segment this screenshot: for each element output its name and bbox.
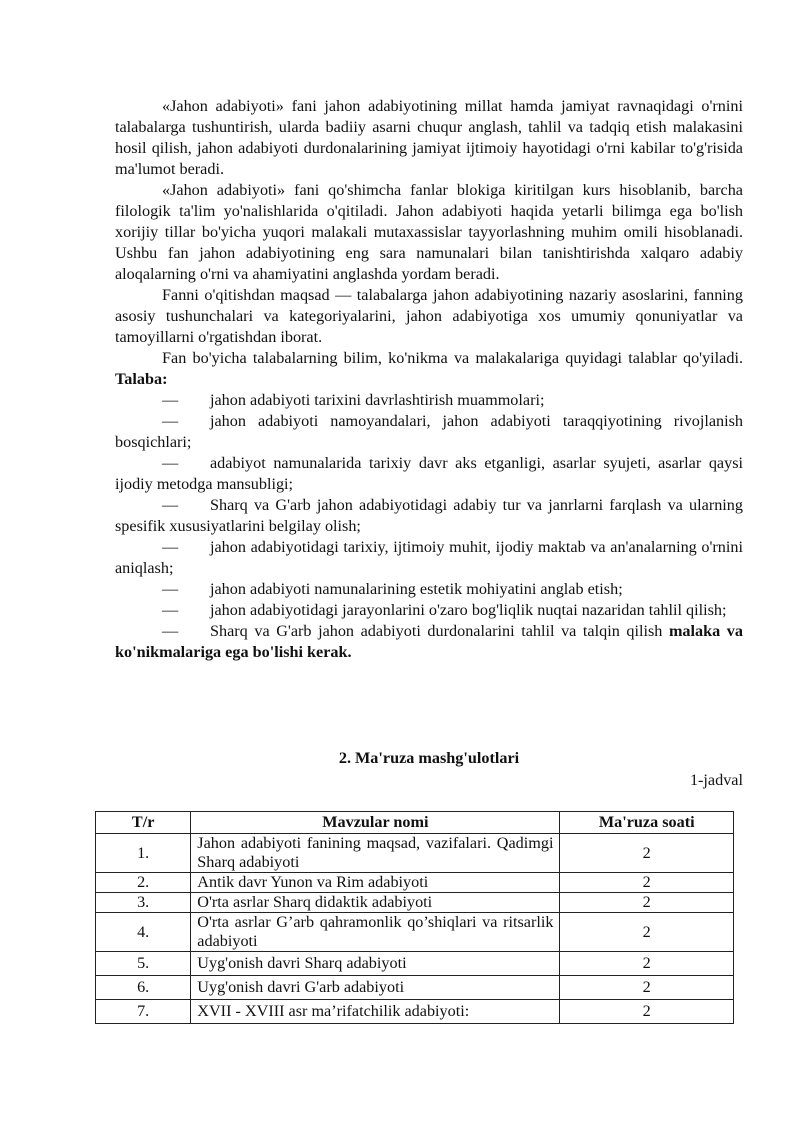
dash-marker: —	[162, 622, 179, 640]
section-title: 2. Ma'ruza mashg'ulotlari	[338, 749, 520, 767]
row-topic: O'rta asrlar G’arb qahramonlik qo’shiqlari va ritsarlik adabiyoti	[191, 913, 560, 952]
row-topic: Uyg'onish davri G'arb adabiyoti	[191, 976, 560, 1000]
header-topic: Mavzular nomi	[191, 812, 560, 834]
row-hours: 2	[560, 976, 734, 1000]
row-number: 5.	[96, 952, 191, 976]
row-number: 1.	[96, 834, 191, 873]
row-number: 2.	[96, 873, 191, 893]
intro-paragraph-2: «Jahon adabiyoti» fani qo'shimcha fanlar blokiga kiritilgan kurs hisoblanib, barcha filologik ta'lim yo'nalishlarida o'qitiladi. Jahon adabiyoti haqida yetarli bilimga ega bo'lish xorijiy tillar bo'yicha yuqori malakali mutaxassislar tayyorlashning muhim omili hisoblanadi. Ushbu fan jahon adabiyotining eng sara namunalari bilan tanishtirishda xalqaro adabiy aloqalarning o'rni va ahamiyatini anglashda yordam beradi.	[115, 181, 743, 283]
header-hours: Ma'ruza soati	[560, 812, 734, 834]
dash-marker: —	[162, 496, 179, 514]
table-row	[96, 1000, 734, 1024]
requirement-item: — jahon adabiyoti tarixini davrlashtirish muammolari;	[162, 391, 545, 409]
requirement-item: — adabiyot namunalarida tarixiy davr aks etganligi, asarlar syujeti, asarlar qaysi ijodiy metodga mansubligi;	[115, 454, 743, 493]
table-row	[96, 834, 734, 873]
requirement-item: — jahon adabiyoti namoyandalari, jahon adabiyoti taraqqiyotining rivojlanish bosqichlari;	[115, 412, 743, 451]
row-topic: Uyg'onish davri Sharq adabiyoti	[191, 952, 560, 976]
requirement-item: — jahon adabiyotidagi jarayonlarini o'zaro bog'liqlik nuqtai nazaridan tahlil qilish;	[162, 601, 727, 619]
table-row	[96, 873, 734, 893]
row-topic: XVII - XVIII asr ma’rifatchilik adabiyoti:	[191, 1000, 560, 1024]
document-body	[115, 96, 743, 663]
dash-marker: —	[162, 454, 179, 472]
requirement-item: — Sharq va G'arb jahon adabiyotidagi adabiy tur va janrlarni farqlash va ularning spesifik xususiyatlarini belgilay olish;	[115, 496, 743, 535]
table-row	[96, 976, 734, 1000]
header-number: T/r	[96, 812, 191, 834]
row-hours: 2	[560, 834, 734, 873]
table-row	[96, 893, 734, 913]
requirement-item: — jahon adabiyoti namunalarining estetik mohiyatini anglab etish;	[162, 580, 623, 598]
lectures-table	[95, 811, 734, 1024]
table-label: 1-jadval	[689, 771, 743, 789]
row-topic: O'rta asrlar Sharq didaktik adabiyoti	[191, 893, 560, 913]
requirement-item: — Sharq va G'arb jahon adabiyoti durdonalarini tahlil va talqin qilish malaka va ko'nikmalariga ega bo'lishi kerak.	[115, 622, 743, 661]
requirements-closing: malaka va ko'nikmalariga ega bo'lishi kerak.	[115, 622, 743, 661]
row-hours: 2	[560, 893, 734, 913]
dash-marker: —	[162, 391, 179, 409]
row-number: 4.	[96, 913, 191, 952]
requirements-list	[115, 390, 743, 663]
row-hours: 2	[560, 913, 734, 952]
student-label: Talaba:	[115, 370, 168, 388]
intro-paragraph-4	[115, 348, 743, 390]
table-row	[96, 913, 734, 952]
intro-paragraph-3: Fanni o'qitishdan maqsad — talabalarga jahon adabiyotining nazariy asoslarini, fanning asosiy tushunchalari va kategoriyalarini, jahon adabiyotiga xos umumiy qonuniyatlar va tamoyillarni o'rgatishdan iborat.	[115, 286, 743, 346]
dash-marker: —	[162, 538, 179, 556]
row-number: 6.	[96, 976, 191, 1000]
row-topic: Jahon adabiyoti fanining maqsad, vazifalari. Qadimgi Sharq adabiyoti	[191, 834, 560, 873]
row-hours: 2	[560, 952, 734, 976]
row-hours: 2	[560, 1000, 734, 1024]
table-header-row	[96, 812, 734, 834]
intro-paragraph-1: «Jahon adabiyoti» fani jahon adabiyotining millat hamda jamiyat ravnaqidagi o'rnini talabalarga tushuntirish, ularda badiiy asarni chuqur anglash, tahlil va tadqiq etish malakasini hosil qilish, jahon adabiyoti durdonalarining jamiyat ijtimoiy hayotidagi o'rni kabilar to'g'risida ma'lumot beradi.	[115, 97, 743, 178]
dash-marker: —	[162, 412, 179, 430]
row-number: 7.	[96, 1000, 191, 1024]
requirement-item: — jahon adabiyotidagi tarixiy, ijtimoiy muhit, ijodiy maktab va an'analarning o'rnini aniqlash;	[115, 538, 743, 577]
row-number: 3.	[96, 893, 191, 913]
dash-marker: —	[162, 580, 179, 598]
row-hours: 2	[560, 873, 734, 893]
dash-marker: —	[162, 601, 179, 619]
table-row	[96, 952, 734, 976]
row-topic: Antik davr Yunon va Rim adabiyoti	[191, 873, 560, 893]
requirements-intro: Fan bo'yicha talabalarning bilim, ko'nikma va malakalariga quyidagi talablar qo'yiladi.	[162, 349, 743, 367]
